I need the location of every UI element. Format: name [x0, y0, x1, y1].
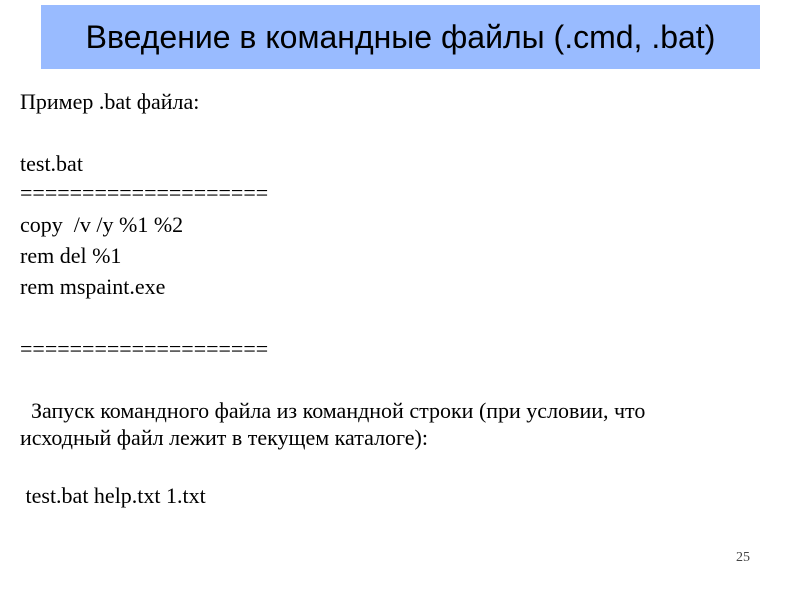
code-line-rem-del: rem del %1 [20, 243, 122, 268]
launch-description-line-1: Запуск командного файла из командной строки (при условии, что [20, 398, 646, 423]
slide-title-bar [41, 5, 760, 69]
launch-example-command: test.bat help.txt 1.txt [20, 483, 206, 508]
code-line-copy: copy /v /y %1 %2 [20, 212, 184, 237]
page-number: 25 [736, 550, 750, 565]
slide-title: Введение в командные файлы (.cmd, .bat) [85, 18, 716, 55]
launch-description-line-2: исходный файл лежит в текущем каталоге): [20, 425, 428, 450]
code-filename: test.bat [20, 151, 83, 176]
code-line-rem-mspaint: rem mspaint.exe [20, 274, 166, 299]
code-separator-top: ==================== [20, 180, 269, 205]
code-separator-bottom: ==================== [20, 336, 269, 361]
example-heading: Пример .bat файла: [20, 89, 200, 114]
